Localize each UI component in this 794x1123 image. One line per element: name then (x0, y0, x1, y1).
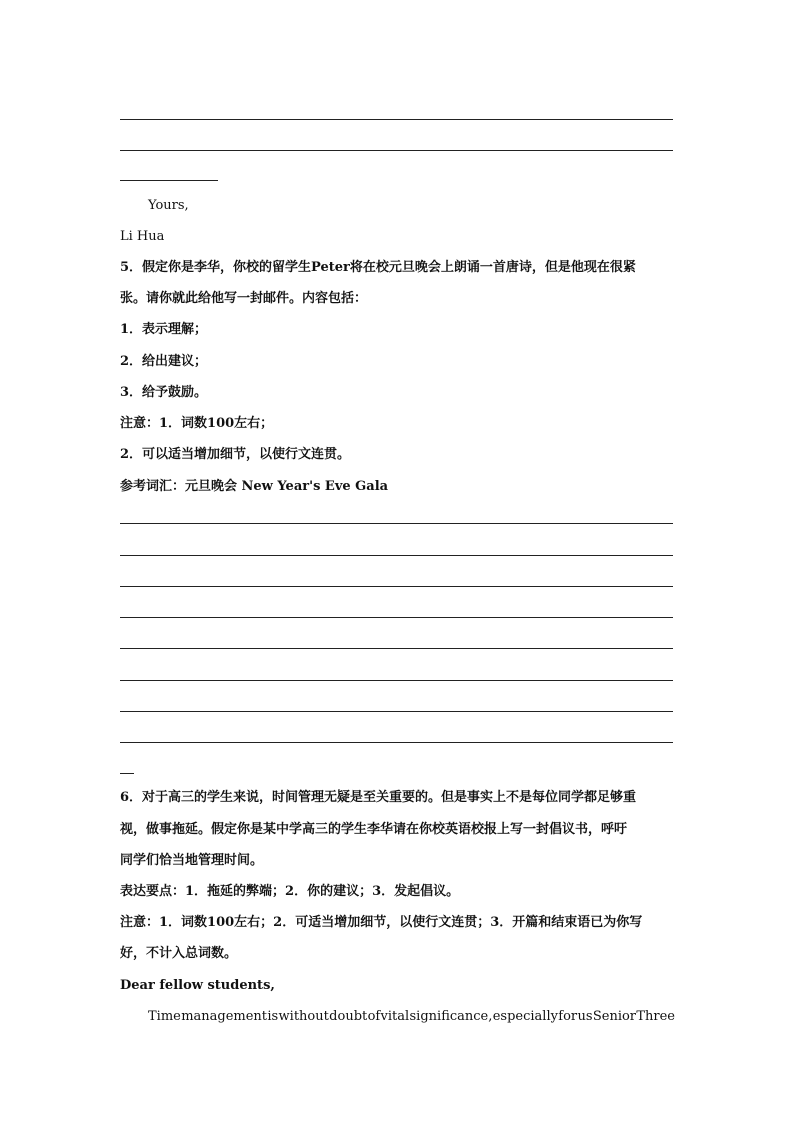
q6-prompt-line3: 同学们恰当地管理时间。 (120, 853, 264, 868)
body-word: for (558, 1009, 578, 1024)
q6-prompt-line1: 6．对于高三的学生来说，时间管理无疑是至关重要的。但是事实上不是每位同学都足够重 (120, 790, 637, 805)
body-word: especially (492, 1009, 558, 1024)
q5-prompt-line1: 5．假定你是李华，你校的留学生Peter将在校元旦晚会上朗诵一首唐诗，但是他现在很紧 (120, 260, 636, 275)
q5-note-2: 2．可以适当增加细节，以使行文连贯。 (120, 447, 351, 462)
answer-line (120, 586, 673, 587)
body-word: Three (636, 1009, 675, 1024)
answer-line (120, 742, 673, 743)
answer-line (120, 680, 673, 681)
body-word: vital (380, 1009, 410, 1024)
body-word: of (367, 1009, 381, 1024)
body-word: Time (148, 1009, 181, 1024)
answer-line (120, 555, 673, 556)
q5-prompt-line2: 张。请你就此给他写一封邮件。内容包括： (120, 291, 368, 306)
body-word: us (577, 1009, 593, 1024)
q6-note-1: 注意：1．词数100左右；2．可适当增加细节，以使行文连贯；3．开篇和结束语已为你写 (120, 915, 643, 930)
answer-line-short (120, 180, 218, 181)
q6-points: 表达要点：1．拖延的弊端；2．你的建议；3．发起倡议。 (120, 884, 460, 899)
q5-note-1: 注意：1．词数100左右； (120, 416, 274, 431)
answer-line (120, 523, 673, 524)
body-word: doubt (329, 1009, 368, 1024)
body-word: Senior (592, 1009, 637, 1024)
answer-line (120, 150, 673, 151)
answer-line (120, 648, 673, 649)
body-word: management (181, 1009, 268, 1024)
answer-line (120, 617, 673, 618)
q5-point-3: 3．给予鼓励。 (120, 385, 208, 400)
answer-line-tiny (120, 773, 134, 774)
body-word: without (278, 1009, 329, 1024)
body-word: is (267, 1009, 279, 1024)
q6-prompt-line2: 视，做事拖延。假定你是某中学高三的学生李华请在你校英语校报上写一封倡议书，呼吁 (120, 822, 628, 837)
closing-name: Li Hua (120, 229, 165, 244)
body-word: significance, (409, 1009, 493, 1024)
answer-line (120, 119, 673, 120)
q6-greeting: Dear fellow students, (120, 978, 275, 993)
q5-point-2: 2．给出建议； (120, 354, 208, 369)
closing-yours: Yours, (148, 198, 189, 213)
q6-body-first-line (148, 1008, 675, 1026)
q5-point-1: 1．表示理解； (120, 322, 208, 337)
q5-vocab: 参考词汇：元旦晚会 New Year's Eve Gala (120, 479, 389, 494)
answer-line (120, 711, 673, 712)
q6-note-2: 好，不计入总词数。 (120, 946, 238, 961)
